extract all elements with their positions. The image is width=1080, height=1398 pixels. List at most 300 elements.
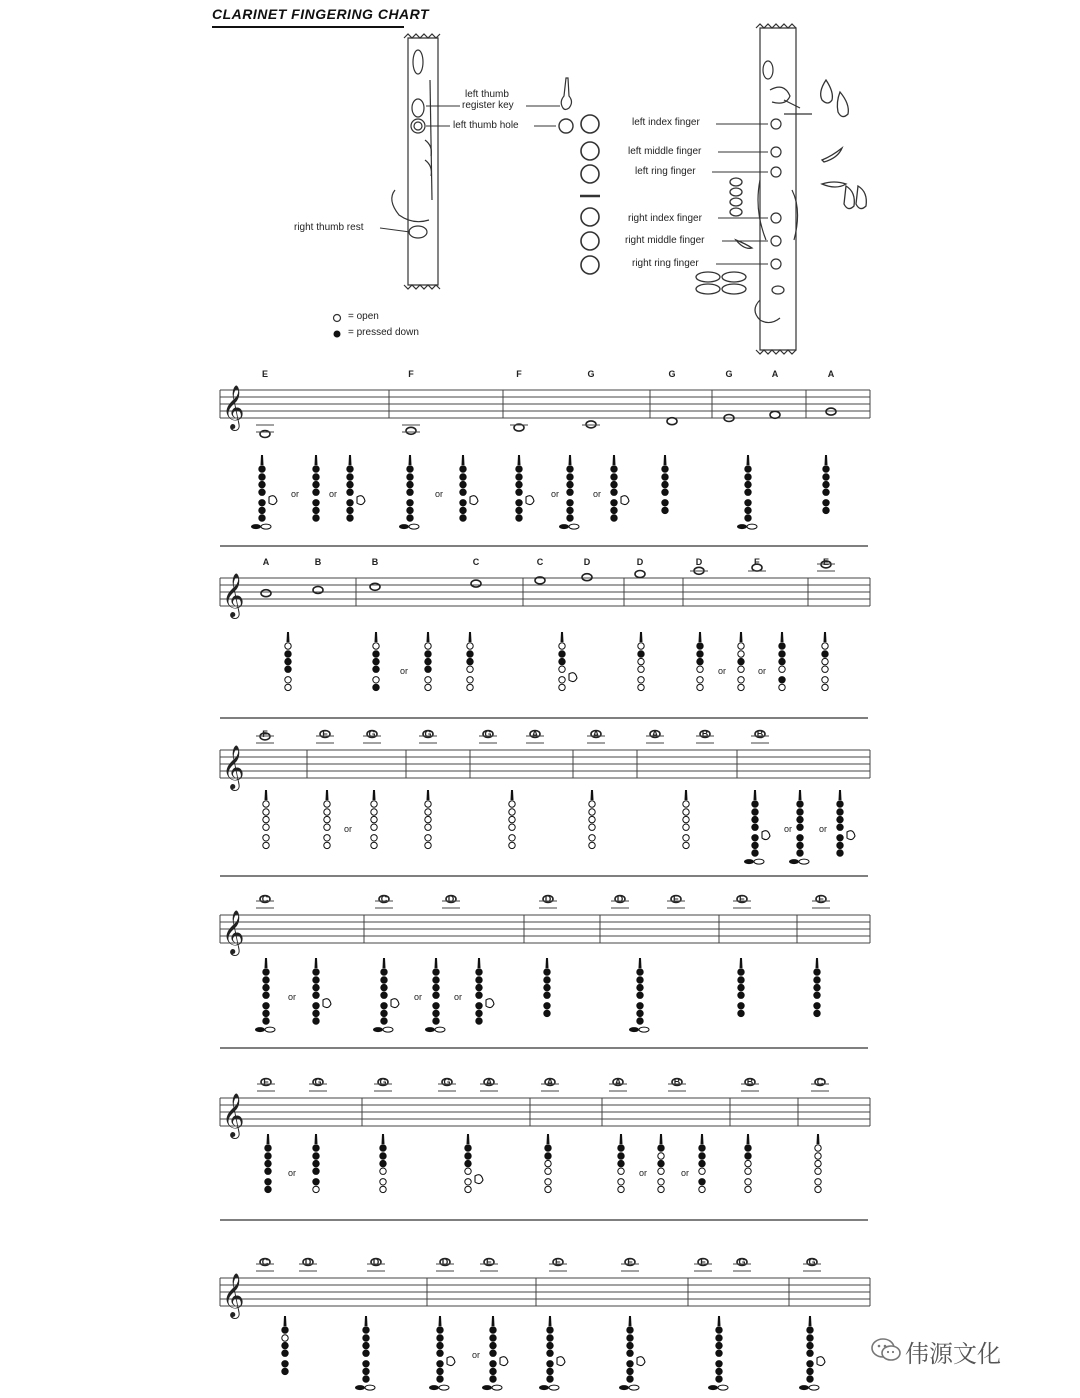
register-key-icon <box>518 455 521 465</box>
closed-hole-icon <box>381 1018 387 1024</box>
low-key-icon <box>255 1027 265 1032</box>
closed-hole-icon <box>658 1145 664 1151</box>
note-name: D <box>583 557 591 567</box>
or-label: or <box>290 489 300 499</box>
low-key-icon <box>409 524 419 529</box>
closed-hole-icon <box>547 1335 553 1341</box>
closed-hole-icon <box>433 1018 439 1024</box>
closed-hole-icon <box>516 466 522 472</box>
closed-hole-icon <box>363 1361 369 1367</box>
closed-hole-icon <box>263 1018 269 1024</box>
low-key-icon <box>539 1385 549 1390</box>
open-hole-icon <box>745 1160 751 1166</box>
register-key-icon <box>427 632 430 642</box>
register-key-icon <box>427 790 430 800</box>
low-key-icon <box>744 859 754 864</box>
open-hole-icon <box>697 677 703 683</box>
closed-hole-icon <box>752 842 758 848</box>
open-hole-icon <box>658 1186 664 1192</box>
register-key-icon <box>660 1134 663 1144</box>
side-key-icon <box>637 1357 645 1366</box>
note-head <box>406 427 416 434</box>
open-hole-icon <box>589 809 595 815</box>
treble-clef-icon: 𝄞 <box>222 1275 245 1317</box>
register-key-icon <box>809 1316 812 1326</box>
open-hole-icon <box>263 801 269 807</box>
closed-hole-icon <box>716 1361 722 1367</box>
closed-hole-icon <box>837 816 843 822</box>
closed-hole-icon <box>259 507 265 513</box>
fingering-diagram <box>618 1134 624 1193</box>
register-key-icon <box>261 455 264 465</box>
open-hole-icon <box>263 842 269 848</box>
open-hole-icon <box>822 643 828 649</box>
open-hole-icon <box>425 824 431 830</box>
closed-hole-icon <box>745 489 751 495</box>
fingering-diagram <box>539 1316 565 1390</box>
open-hole-icon <box>371 816 377 822</box>
fingering-diagram <box>399 455 419 529</box>
closed-hole-icon <box>433 1010 439 1016</box>
closed-hole-icon <box>837 824 843 830</box>
staff-row-3 <box>220 729 870 864</box>
note-head <box>770 411 780 418</box>
note-name: G <box>808 1257 816 1267</box>
closed-hole-icon <box>313 515 319 521</box>
closed-hole-icon <box>380 1160 386 1166</box>
note-name: E <box>485 1257 493 1267</box>
fingering-diagram <box>516 455 534 521</box>
closed-hole-icon <box>716 1350 722 1356</box>
open-hole-icon <box>683 801 689 807</box>
or-label: or <box>757 666 767 676</box>
open-hole-icon <box>589 801 595 807</box>
closed-hole-icon <box>363 1342 369 1348</box>
open-hole-icon <box>509 824 515 830</box>
open-hole-icon <box>425 643 431 649</box>
closed-hole-icon <box>460 474 466 480</box>
note-name: G <box>379 1077 387 1087</box>
note-head <box>586 421 596 428</box>
open-hole-icon <box>559 684 565 690</box>
note-name: E <box>554 1257 562 1267</box>
closed-hole-icon <box>263 984 269 990</box>
open-hole-icon <box>373 677 379 683</box>
closed-hole-icon <box>476 969 482 975</box>
register-key-icon <box>315 1134 318 1144</box>
or-label: or <box>287 992 297 1002</box>
register-key-icon <box>701 1134 704 1144</box>
fingering-diagram <box>658 1134 664 1193</box>
label-left-ring-finger: left ring finger <box>635 166 696 177</box>
closed-hole-icon <box>313 489 319 495</box>
closed-hole-icon <box>433 1003 439 1009</box>
note-head <box>471 580 481 587</box>
note-name: D <box>447 894 455 904</box>
fingering-diagram <box>611 455 629 521</box>
note-head <box>582 574 592 581</box>
fingering-diagram <box>697 632 703 691</box>
staff-row-4 <box>220 894 870 1032</box>
treble-clef-icon: 𝄞 <box>222 1095 245 1137</box>
closed-hole-icon <box>347 500 353 506</box>
fingering-diagram <box>589 790 595 849</box>
closed-hole-icon <box>460 500 466 506</box>
open-hole-icon <box>285 643 291 649</box>
closed-hole-icon <box>807 1361 813 1367</box>
register-key-icon <box>326 790 329 800</box>
closed-hole-icon <box>814 984 820 990</box>
closed-hole-icon <box>611 466 617 472</box>
closed-hole-icon <box>313 1003 319 1009</box>
side-key-icon <box>447 1357 455 1366</box>
closed-hole-icon <box>433 977 439 983</box>
low-key-icon <box>265 1027 275 1032</box>
closed-hole-icon <box>638 651 644 657</box>
closed-hole-icon <box>516 507 522 513</box>
open-hole-icon <box>589 842 595 848</box>
closed-hole-icon <box>807 1350 813 1356</box>
closed-hole-icon <box>407 481 413 487</box>
note-name: F <box>263 1077 269 1087</box>
closed-hole-icon <box>490 1342 496 1348</box>
open-hole-icon <box>467 677 473 683</box>
or-label: or <box>413 992 423 1002</box>
staff-row-1 <box>220 369 870 529</box>
open-hole-icon <box>822 684 828 690</box>
note-name: C <box>472 557 480 567</box>
note-name: G <box>668 369 676 379</box>
note-name: F <box>627 1257 633 1267</box>
register-key-icon <box>373 790 376 800</box>
register-key-icon <box>549 1316 552 1326</box>
open-hole-icon <box>815 1168 821 1174</box>
open-hole-icon <box>371 842 377 848</box>
closed-hole-icon <box>567 474 573 480</box>
note-name: E <box>822 557 830 567</box>
closed-hole-icon <box>407 507 413 513</box>
register-key-icon <box>816 958 819 968</box>
register-key-icon <box>629 1316 632 1326</box>
closed-hole-icon <box>797 850 803 856</box>
closed-hole-icon <box>544 1003 550 1009</box>
fingering-diagram <box>355 1316 375 1390</box>
register-key-icon <box>825 455 828 465</box>
open-hole-icon <box>745 1186 751 1192</box>
open-hole-icon <box>545 1179 551 1185</box>
closed-hole-icon <box>627 1376 633 1382</box>
closed-hole-icon <box>662 500 668 506</box>
fingering-diagram <box>559 632 577 691</box>
closed-hole-icon <box>265 1153 271 1159</box>
note-head <box>826 408 836 415</box>
register-key-icon <box>740 632 743 642</box>
low-key-icon <box>747 524 757 529</box>
closed-hole-icon <box>265 1179 271 1185</box>
note-name: G <box>443 1077 451 1087</box>
fingering-diagram <box>371 790 377 849</box>
low-key-icon <box>809 1385 819 1390</box>
closed-hole-icon <box>627 1350 633 1356</box>
closed-hole-icon <box>637 992 643 998</box>
low-key-icon <box>737 524 747 529</box>
label-left-middle-finger: left middle finger <box>628 146 702 157</box>
closed-hole-icon <box>347 481 353 487</box>
closed-hole-icon <box>618 1145 624 1151</box>
register-key-icon <box>462 455 465 465</box>
closed-hole-icon <box>407 474 413 480</box>
fingering-diagram <box>251 455 277 529</box>
note-name: D <box>372 1257 380 1267</box>
closed-hole-icon <box>437 1335 443 1341</box>
note-name: B <box>673 1077 681 1087</box>
closed-hole-icon <box>263 1003 269 1009</box>
fingering-diagram <box>738 632 744 691</box>
fingering-diagram <box>814 958 820 1017</box>
closed-hole-icon <box>285 666 291 672</box>
closed-hole-icon <box>545 1145 551 1151</box>
treble-clef-icon: 𝄞 <box>222 387 245 429</box>
closed-hole-icon <box>807 1376 813 1382</box>
closed-hole-icon <box>545 1153 551 1159</box>
closed-hole-icon <box>797 835 803 841</box>
note-name: A <box>592 729 600 739</box>
open-hole-icon <box>683 824 689 830</box>
open-hole-icon <box>658 1168 664 1174</box>
low-key-icon <box>789 859 799 864</box>
low-key-icon <box>549 1385 559 1390</box>
label-right-middle-finger: right middle finger <box>625 235 705 246</box>
closed-hole-icon <box>516 474 522 480</box>
closed-hole-icon <box>807 1335 813 1341</box>
fingering-diagram <box>509 790 515 849</box>
note-head <box>261 590 271 597</box>
note-name: D <box>616 894 624 904</box>
side-key-icon <box>762 831 770 840</box>
closed-hole-icon <box>745 1145 751 1151</box>
closed-hole-icon <box>797 809 803 815</box>
closed-hole-icon <box>490 1327 496 1333</box>
closed-hole-icon <box>547 1376 553 1382</box>
register-key-icon <box>839 790 842 800</box>
open-hole-icon <box>324 809 330 815</box>
fingering-diagram <box>823 455 829 514</box>
side-key-icon <box>817 1357 825 1366</box>
fingering-diagram <box>373 632 379 691</box>
closed-hole-icon <box>567 466 573 472</box>
closed-hole-icon <box>837 809 843 815</box>
closed-hole-icon <box>363 1350 369 1356</box>
label-right-thumb-rest: right thumb rest <box>294 222 364 233</box>
closed-hole-icon <box>797 801 803 807</box>
closed-hole-icon <box>544 977 550 983</box>
open-hole-icon <box>425 835 431 841</box>
closed-hole-icon <box>823 466 829 472</box>
low-key-icon <box>629 1385 639 1390</box>
open-hole-icon <box>779 666 785 672</box>
open-hole-icon <box>324 824 330 830</box>
closed-hole-icon <box>467 658 473 664</box>
open-hole-icon <box>509 816 515 822</box>
open-hole-icon <box>559 643 565 649</box>
closed-hole-icon <box>381 1003 387 1009</box>
closed-hole-icon <box>313 1179 319 1185</box>
closed-hole-icon <box>425 658 431 664</box>
open-hole-icon <box>738 684 744 690</box>
closed-hole-icon <box>490 1335 496 1341</box>
open-hole-icon <box>815 1145 821 1151</box>
closed-hole-icon <box>476 984 482 990</box>
register-key-icon <box>664 455 667 465</box>
register-key-icon <box>740 958 743 968</box>
closed-hole-icon <box>460 466 466 472</box>
open-hole-icon <box>285 684 291 690</box>
note-name: C <box>536 557 544 567</box>
fingering-diagram <box>313 958 331 1024</box>
register-key-icon <box>478 958 481 968</box>
closed-hole-icon <box>627 1368 633 1374</box>
closed-hole-icon <box>837 801 843 807</box>
closed-hole-icon <box>823 474 829 480</box>
closed-hole-icon <box>285 658 291 664</box>
closed-hole-icon <box>697 658 703 664</box>
open-hole-icon <box>738 666 744 672</box>
or-label: or <box>818 824 828 834</box>
watermark-text: 伟源文化 <box>905 1340 1001 1368</box>
closed-hole-icon <box>437 1361 443 1367</box>
register-key-icon <box>382 1134 385 1144</box>
closed-hole-icon <box>738 984 744 990</box>
open-hole-icon <box>738 651 744 657</box>
open-hole-icon <box>658 1153 664 1159</box>
open-hole-icon <box>380 1186 386 1192</box>
closed-hole-icon <box>807 1342 813 1348</box>
closed-hole-icon <box>437 1350 443 1356</box>
closed-hole-icon <box>265 1168 271 1174</box>
closed-hole-icon <box>544 1010 550 1016</box>
open-hole-icon <box>545 1186 551 1192</box>
low-key-icon <box>383 1027 393 1032</box>
open-hole-icon <box>822 658 828 664</box>
open-hole-icon <box>745 1168 751 1174</box>
closed-hole-icon <box>611 489 617 495</box>
open-hole-icon <box>815 1179 821 1185</box>
note-name: E <box>672 894 680 904</box>
fingering-diagram <box>465 1134 483 1193</box>
closed-hole-icon <box>567 489 573 495</box>
register-key-icon <box>267 1134 270 1144</box>
closed-hole-icon <box>662 474 668 480</box>
note-name: G <box>314 1077 322 1087</box>
fingering-diagram <box>373 958 399 1032</box>
closed-hole-icon <box>611 481 617 487</box>
closed-hole-icon <box>611 474 617 480</box>
fingering-diagram <box>638 632 644 691</box>
closed-hole-icon <box>263 969 269 975</box>
label-left-thumb: left thumb <box>465 89 509 100</box>
closed-hole-icon <box>373 666 379 672</box>
side-key-icon <box>847 831 855 840</box>
closed-hole-icon <box>381 969 387 975</box>
fingering-diagram <box>265 1134 271 1193</box>
open-hole-icon <box>683 809 689 815</box>
closed-hole-icon <box>814 969 820 975</box>
closed-hole-icon <box>822 651 828 657</box>
closed-hole-icon <box>265 1186 271 1192</box>
closed-hole-icon <box>716 1368 722 1374</box>
register-key-icon <box>685 790 688 800</box>
closed-hole-icon <box>516 481 522 487</box>
closed-hole-icon <box>460 507 466 513</box>
side-key-icon <box>500 1357 508 1366</box>
open-hole-icon <box>425 842 431 848</box>
register-key-icon <box>640 632 643 642</box>
open-hole-icon <box>371 801 377 807</box>
closed-hole-icon <box>259 481 265 487</box>
closed-hole-icon <box>716 1342 722 1348</box>
open-hole-icon <box>559 666 565 672</box>
closed-hole-icon <box>752 801 758 807</box>
open-hole-icon <box>282 1335 288 1341</box>
closed-hole-icon <box>738 658 744 664</box>
low-key-icon <box>799 859 809 864</box>
closed-hole-icon <box>699 1179 705 1185</box>
open-hole-icon <box>638 643 644 649</box>
closed-hole-icon <box>347 474 353 480</box>
closed-hole-icon <box>745 481 751 487</box>
closed-hole-icon <box>259 466 265 472</box>
closed-hole-icon <box>490 1361 496 1367</box>
open-hole-icon <box>638 677 644 683</box>
low-key-icon <box>429 1385 439 1390</box>
fingering-diagram <box>683 790 689 849</box>
closed-hole-icon <box>658 1160 664 1166</box>
closed-hole-icon <box>259 500 265 506</box>
wechat-icon <box>870 1336 902 1364</box>
open-hole-icon <box>380 1168 386 1174</box>
open-hole-icon <box>638 666 644 672</box>
closed-hole-icon <box>662 481 668 487</box>
open-hole-icon <box>324 835 330 841</box>
open-hole-icon <box>822 666 828 672</box>
open-hole-icon <box>779 684 785 690</box>
note-name: A <box>485 1077 493 1087</box>
treble-clef-icon: 𝄞 <box>222 912 245 954</box>
register-key-icon <box>365 1316 368 1326</box>
closed-hole-icon <box>807 1327 813 1333</box>
closed-hole-icon <box>823 489 829 495</box>
closed-hole-icon <box>823 507 829 513</box>
low-key-icon <box>718 1385 728 1390</box>
closed-hole-icon <box>837 842 843 848</box>
note-name: D <box>636 557 644 567</box>
open-hole-icon <box>589 824 595 830</box>
closed-hole-icon <box>465 1160 471 1166</box>
fingering-diagram <box>429 1316 455 1390</box>
open-hole-icon <box>425 801 431 807</box>
legend-open-text: = open <box>348 311 379 322</box>
closed-hole-icon <box>567 481 573 487</box>
closed-hole-icon <box>347 515 353 521</box>
closed-hole-icon <box>837 835 843 841</box>
register-key-icon <box>747 1134 750 1144</box>
note-name: D <box>544 894 552 904</box>
register-key-icon <box>349 455 352 465</box>
closed-hole-icon <box>465 1153 471 1159</box>
open-hole-icon <box>509 842 515 848</box>
closed-hole-icon <box>373 684 379 690</box>
closed-hole-icon <box>313 984 319 990</box>
